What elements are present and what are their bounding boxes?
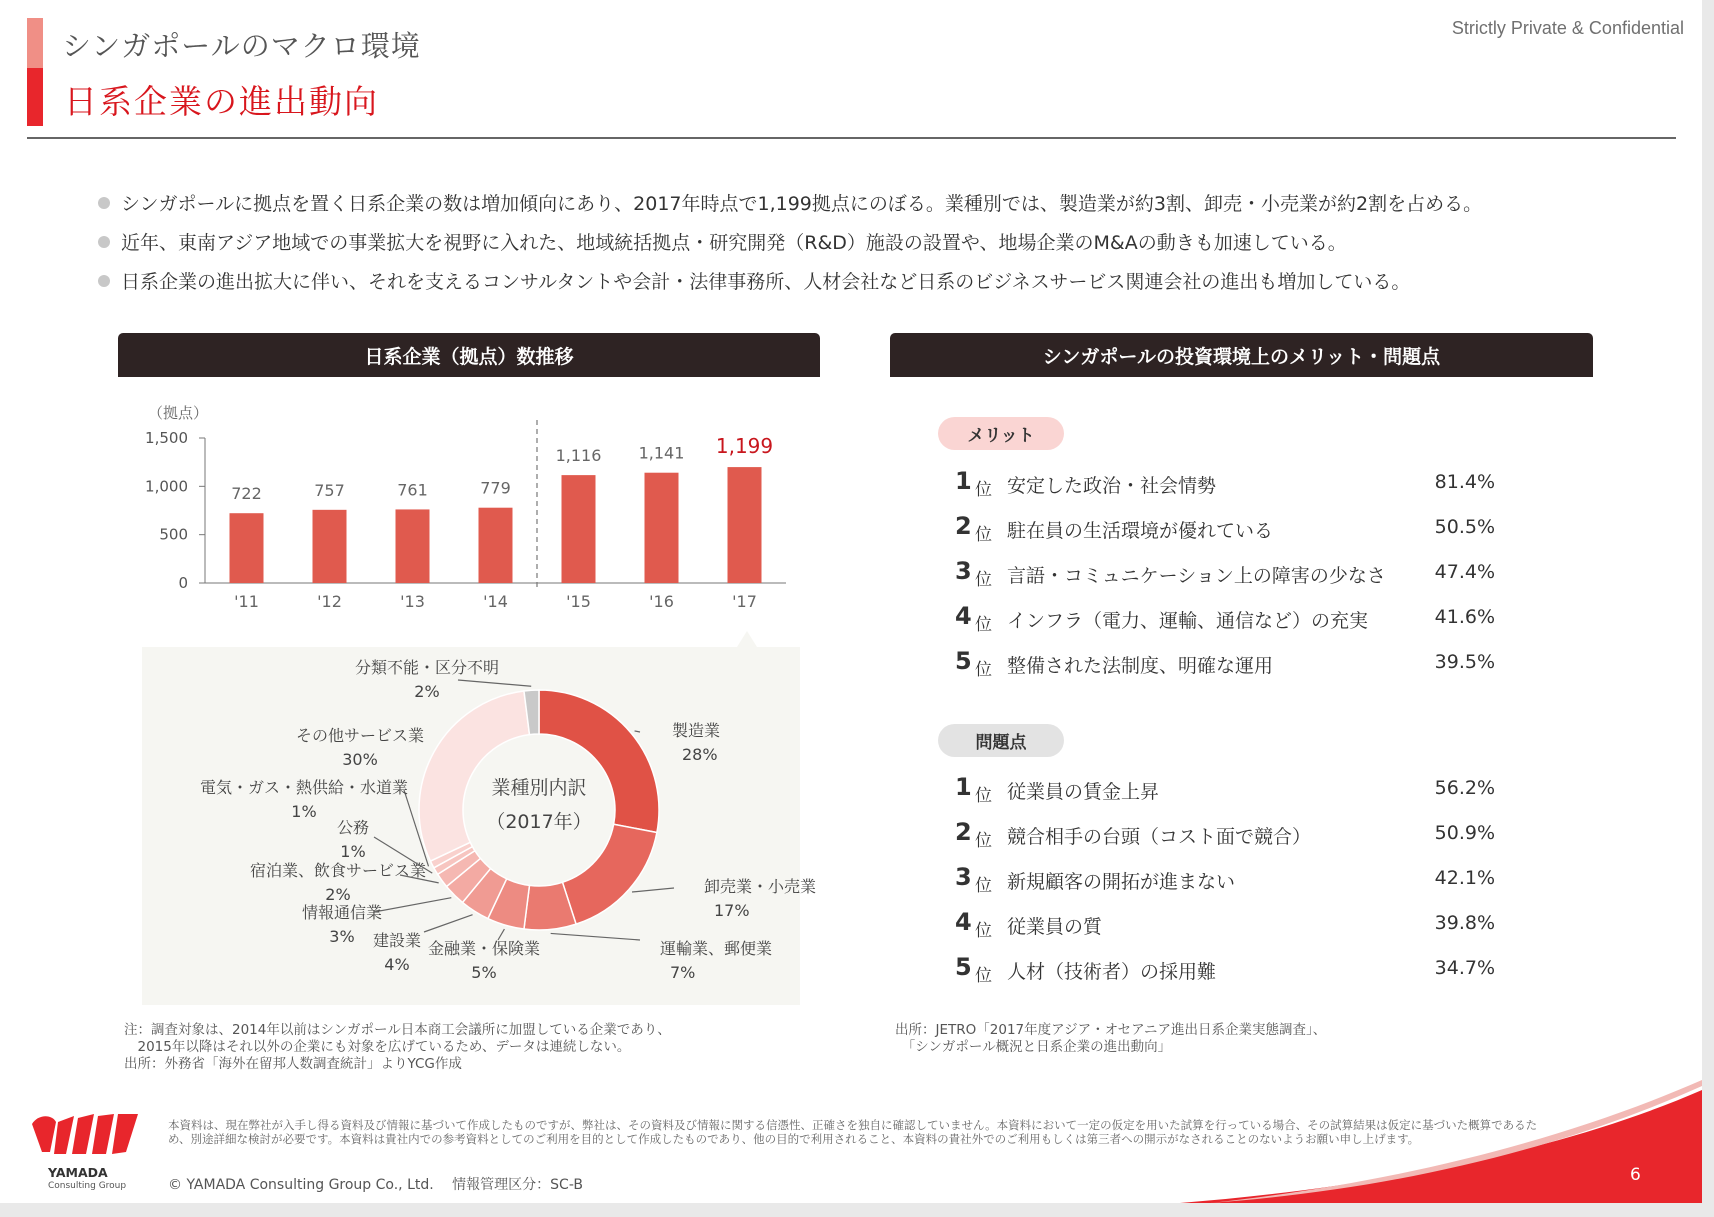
bar (645, 473, 679, 583)
section-title: シンガポールのマクロ環境 (62, 29, 421, 63)
chart-note: 注：調査対象は、2014年以前はシンガポール日本商工会議所に加盟している企業であり、 2015年以降はそれ以外の企業にも対象を広げているため、データは連続しない。 出所：外務省「海外在留邦人数調査統計」よりYCG作成 (124, 1022, 671, 1072)
leader-line (374, 898, 451, 912)
leader-line (632, 888, 674, 892)
x-tick-label: '16 (649, 592, 674, 611)
ranking-panel-header: シンガポールの投資環境上のメリット・問題点 (890, 333, 1593, 377)
x-tick-label: '15 (566, 592, 591, 611)
bar-value-label: 757 (314, 480, 345, 500)
slice-percent-label: 17% (714, 901, 750, 920)
bar-value-label: 761 (397, 480, 428, 500)
y-tick-label: 1,000 (145, 477, 188, 496)
slice-percent-label: 5% (471, 963, 497, 982)
bar-value-label: 1,141 (638, 443, 685, 463)
slice-label: 公務 (336, 818, 370, 837)
logo-subtitle: Consulting Group (48, 1181, 127, 1191)
x-tick-label: '13 (400, 592, 425, 611)
bar-value-label: 1,199 (715, 434, 774, 459)
callout-pointer (737, 631, 757, 647)
merit-row: 5 位 整備された法制度、明確な運用 39.5% (955, 647, 1495, 680)
copyright: © YAMADA Consulting Group Co., Ltd. 情報管理区分：SC-B (168, 1177, 583, 1193)
title-accent-red (27, 68, 43, 126)
leader-line (551, 933, 640, 940)
chart-panel-header: 日系企業（拠点）数推移 (118, 333, 820, 377)
slice-label: 建設業 (372, 931, 422, 950)
slice-label: 運輸業、郵便業 (660, 939, 773, 958)
slice-label: 卸売業・小売業 (704, 877, 817, 896)
leader-line (424, 915, 473, 932)
logo-name: YAMADA (48, 1165, 108, 1180)
x-tick-label: '14 (483, 592, 508, 611)
slice-percent-label: 30% (342, 750, 378, 769)
problem-row: 3 位 新規顧客の開拓が進まない 42.1% (955, 863, 1495, 896)
slice-percent-label: 2% (325, 885, 351, 904)
confidential-label: Strictly Private & Confidential (1451, 18, 1684, 38)
leader-line (458, 680, 531, 686)
bar-value-label: 722 (231, 484, 262, 504)
bar-chart (118, 395, 808, 615)
bar (728, 467, 762, 583)
slice-label: 電気・ガス・熱供給・水道業 (199, 778, 409, 797)
slice-percent-label: 1% (291, 802, 317, 821)
problem-row: 5 位 人材（技術者）の採用難 34.7% (955, 953, 1495, 986)
slice-percent-label: 7% (670, 963, 696, 982)
problem-row: 1 位 従業員の賃金上昇 56.2% (955, 773, 1495, 806)
bar-value-label: 779 (480, 478, 511, 498)
bar (479, 508, 513, 583)
bar (562, 475, 596, 583)
bullet-item: 日系企業の進出拡大に伴い、それを支えるコンサルタントや会計・法律事務所、人材会社など日系のビジネスサービス関連会社の進出も増加している。 (98, 261, 1482, 300)
y-axis-unit: （拠点） (148, 404, 209, 422)
slice-label: その他サービス業 (295, 726, 425, 745)
bullet-dot-icon (98, 236, 110, 248)
y-tick-label: 1,500 (145, 429, 188, 447)
y-tick-label: 500 (159, 525, 188, 544)
slice-label: 宿泊業、飲食サービス業 (249, 861, 427, 880)
ranking-source: 出所：JETRO「2017年度アジア・オセアニア進出日系企業実態調査」、 「シンガポール概況と日系企業の進出動向」 (895, 1022, 1327, 1055)
title-accent-light (27, 18, 43, 68)
header-divider (27, 137, 1676, 139)
slice-label: 分類不能・区分不明 (354, 658, 500, 677)
bullet-list (98, 183, 1482, 300)
merit-row: 4 位 インフラ（電力、運輸、通信など）の充実 41.6% (955, 602, 1495, 635)
bar (230, 513, 264, 583)
slice-label: 情報通信業 (301, 903, 383, 922)
bullet-item: シンガポールに拠点を置く日系企業の数は増加傾向にあり、2017年時点で1,199拠点にのぼる。業種別では、製造業が約3割、卸売・小売業が約2割を占める。 (98, 183, 1482, 222)
pie-chart (142, 630, 817, 1005)
x-tick-label: '12 (317, 592, 342, 611)
bar (313, 510, 347, 583)
leader-line (635, 731, 640, 732)
merit-row: 1 位 安定した政治・社会情勢 81.4% (955, 467, 1495, 500)
problem-pill: 問題点 (938, 724, 1064, 757)
page-title: 日系企業の進出動向 (64, 82, 379, 121)
merit-pill: メリット (938, 417, 1064, 450)
x-tick-label: '11 (234, 592, 259, 611)
problem-row: 4 位 従業員の質 39.8% (955, 908, 1495, 941)
slice-percent-label: 2% (414, 682, 440, 701)
slice-percent-label: 28% (682, 745, 718, 764)
yamada-logo-icon (28, 1112, 148, 1164)
problem-row: 2 位 競合相手の台頭（コスト面で競合） 50.9% (955, 818, 1495, 851)
slice-label: 金融業・保険業 (427, 939, 541, 958)
slice-label: 製造業 (672, 721, 721, 740)
bullet-dot-icon (98, 197, 110, 209)
bar-value-label: 1,116 (555, 446, 602, 466)
slice-percent-label: 3% (329, 927, 355, 946)
legal-disclaimer: 本資料は、現在弊社が入手し得る資料及び情報に基づいて作成したものですが、弊社は、その資料及び情報に関する信憑性、正確さを独自に確認していません。本資料において一定の仮定を用いた試算を行っている場合、その試算結果は仮定に基づいた概算であるため、別途詳細な検討が必要です。本資料は貴社内での参考資料としてのご利用を目的として作成したものであり、他の目的で利用されること、本資料の貴社外でのご利用もしくは第三者への開示がなされることのないようお願い申し上げます。 (168, 1118, 1538, 1146)
x-tick-label: '17 (732, 592, 757, 611)
page-number: 6 (1630, 1165, 1641, 1185)
donut-center-title: 業種別内訳 (491, 777, 587, 799)
merit-row: 2 位 駐在員の生活環境が優れている 50.5% (955, 512, 1495, 545)
slice-percent-label: 1% (340, 842, 366, 861)
donut-slice (562, 824, 656, 924)
bullet-item: 近年、東南アジア地域での事業拡大を視野に入れた、地域統括拠点・研究開発（R&D）施設の設置や、地場企業のM&Aの動きも加速している。 (98, 222, 1482, 261)
bar (396, 509, 430, 583)
y-tick-label: 0 (178, 574, 188, 592)
merit-row: 3 位 言語・コミュニケーション上の障害の少なさ 47.4% (955, 557, 1495, 590)
bullet-dot-icon (98, 275, 110, 287)
donut-center-subtitle: （2017年） (486, 811, 592, 833)
slice-percent-label: 4% (384, 955, 410, 974)
